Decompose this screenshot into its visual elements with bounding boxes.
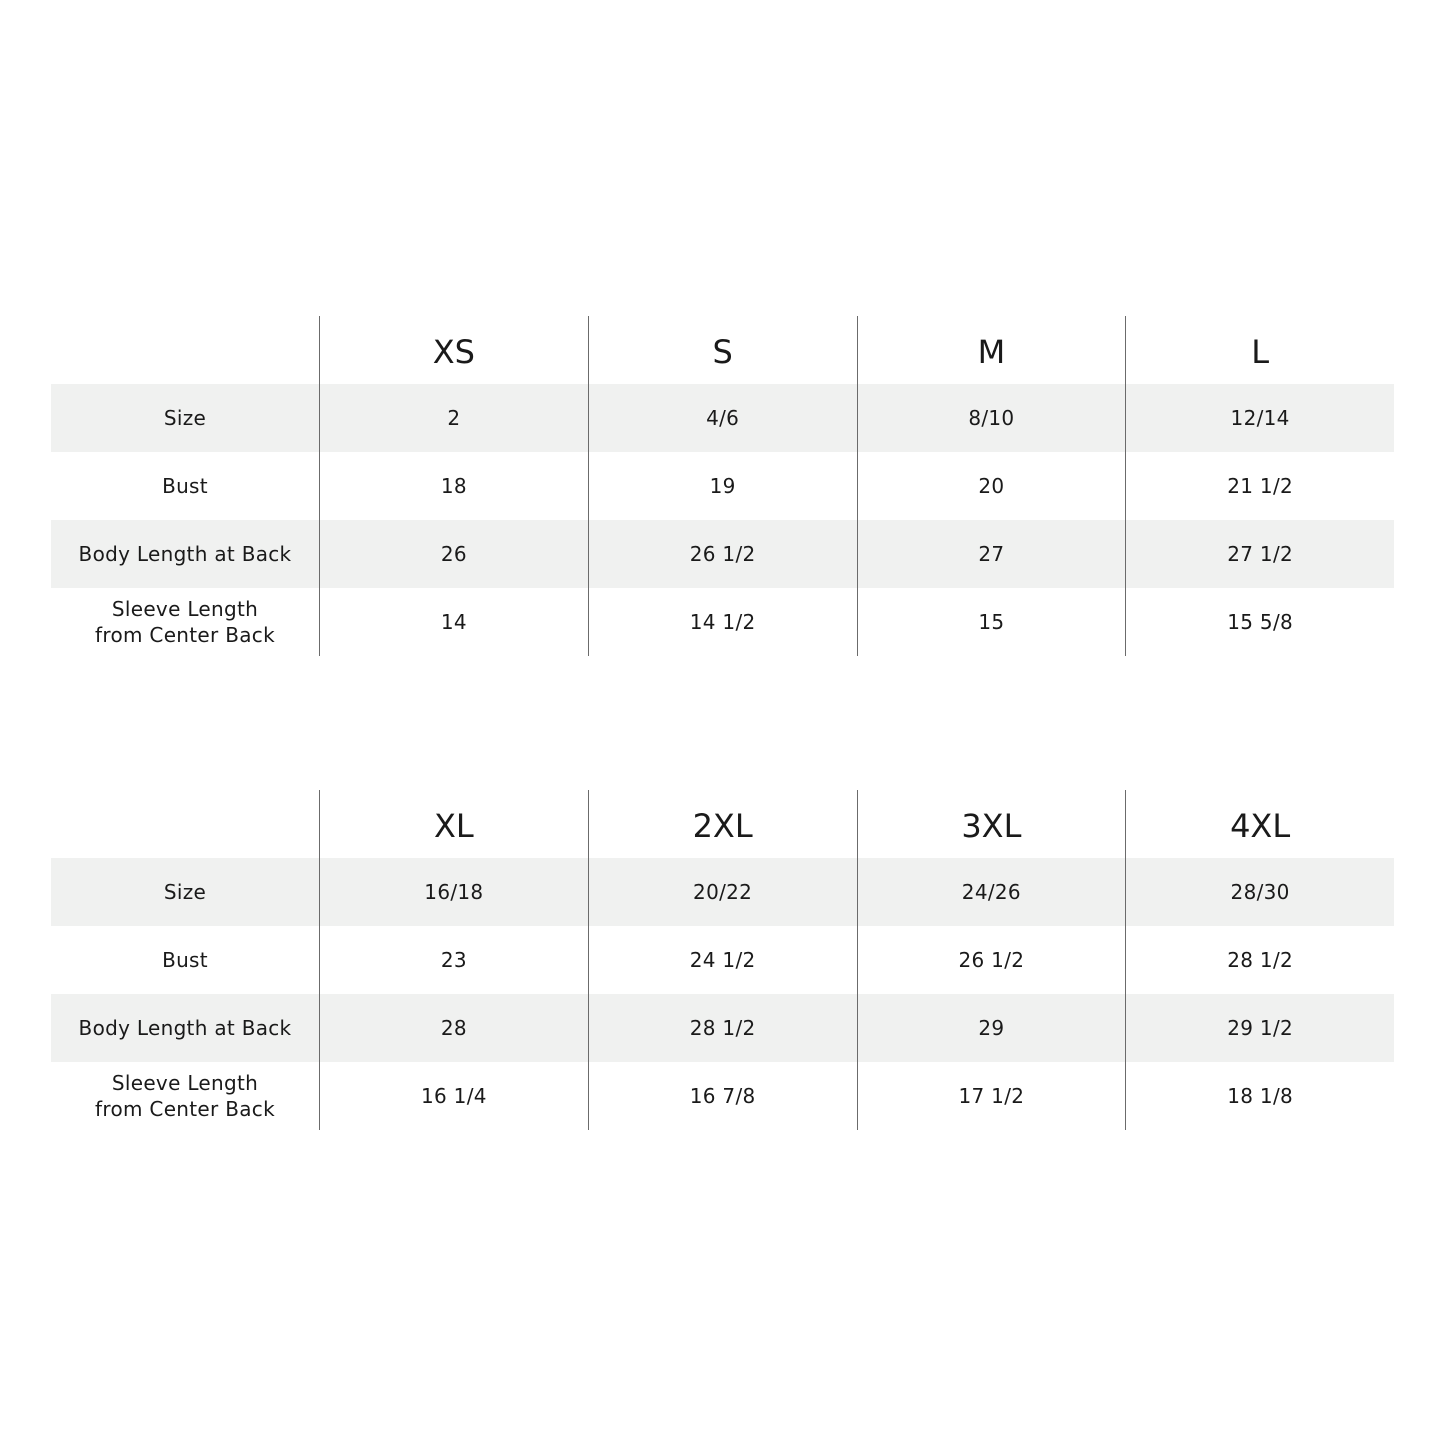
row-label: [51, 452, 319, 520]
row-label-text: Sleeve Length from Center Back: [95, 1071, 275, 1121]
table-cell: 26: [319, 520, 588, 588]
table-cell: 16/18: [319, 858, 588, 926]
row-label-text: Sleeve Length from Center Back: [95, 597, 275, 647]
row-label-text: Body Length at Back: [78, 542, 292, 566]
row-label-text: Bust: [162, 948, 208, 972]
table-cell: 24 1/2: [588, 926, 857, 994]
table-header-row: [51, 790, 1394, 858]
table-cell: 28/30: [1125, 858, 1394, 926]
size-header: L: [1125, 316, 1394, 384]
table-cell: 14: [319, 588, 588, 656]
table-cell: 26 1/2: [588, 520, 857, 588]
table-cell: 20/22: [588, 858, 857, 926]
table-row: [51, 520, 1394, 588]
table-cell: 23: [319, 926, 588, 994]
row-label: [51, 588, 319, 656]
table-cell: 4/6: [588, 384, 857, 452]
row-label: [51, 858, 319, 926]
row-label: [51, 926, 319, 994]
table-row: [51, 1062, 1394, 1130]
size-chart-table-2: [51, 790, 1394, 1130]
size-header: M: [857, 316, 1126, 384]
row-label: [51, 1062, 319, 1130]
size-header: 2XL: [588, 790, 857, 858]
table-cell: 15: [857, 588, 1126, 656]
row-label-text: Body Length at Back: [78, 1016, 292, 1040]
table-cell: 24/26: [857, 858, 1126, 926]
header-corner: [51, 790, 319, 858]
table-cell: 29 1/2: [1125, 994, 1394, 1062]
row-label-text: Size: [163, 880, 207, 904]
table-cell: 17 1/2: [857, 1062, 1126, 1130]
table-cell: 18 1/8: [1125, 1062, 1394, 1130]
size-header: 3XL: [857, 790, 1126, 858]
table-cell: 29: [857, 994, 1126, 1062]
row-label: [51, 384, 319, 452]
table-cell: 16 1/4: [319, 1062, 588, 1130]
row-label-text: Bust: [162, 474, 208, 498]
size-header: 4XL: [1125, 790, 1394, 858]
table-row: [51, 994, 1394, 1062]
row-label-text: Size: [163, 406, 207, 430]
size-chart-table-1: [51, 316, 1394, 656]
table-header-row: [51, 316, 1394, 384]
table-cell: 28 1/2: [588, 994, 857, 1062]
row-label: [51, 520, 319, 588]
size-header: XL: [319, 790, 588, 858]
table-cell: 20: [857, 452, 1126, 520]
table-row: [51, 384, 1394, 452]
table-cell: 14 1/2: [588, 588, 857, 656]
table-cell: 21 1/2: [1125, 452, 1394, 520]
table-row: [51, 452, 1394, 520]
table-cell: 19: [588, 452, 857, 520]
table-row: [51, 588, 1394, 656]
table-cell: 27 1/2: [1125, 520, 1394, 588]
table-row: [51, 926, 1394, 994]
table-row: [51, 858, 1394, 926]
table-cell: 18: [319, 452, 588, 520]
table-cell: 2: [319, 384, 588, 452]
table-cell: 28 1/2: [1125, 926, 1394, 994]
table-cell: 15 5/8: [1125, 588, 1394, 656]
table-cell: 26 1/2: [857, 926, 1126, 994]
header-corner: [51, 316, 319, 384]
size-header: XS: [319, 316, 588, 384]
table-cell: 12/14: [1125, 384, 1394, 452]
table-cell: 27: [857, 520, 1126, 588]
size-header: S: [588, 316, 857, 384]
table-cell: 28: [319, 994, 588, 1062]
table-cell: 16 7/8: [588, 1062, 857, 1130]
row-label: [51, 994, 319, 1062]
table-cell: 8/10: [857, 384, 1126, 452]
